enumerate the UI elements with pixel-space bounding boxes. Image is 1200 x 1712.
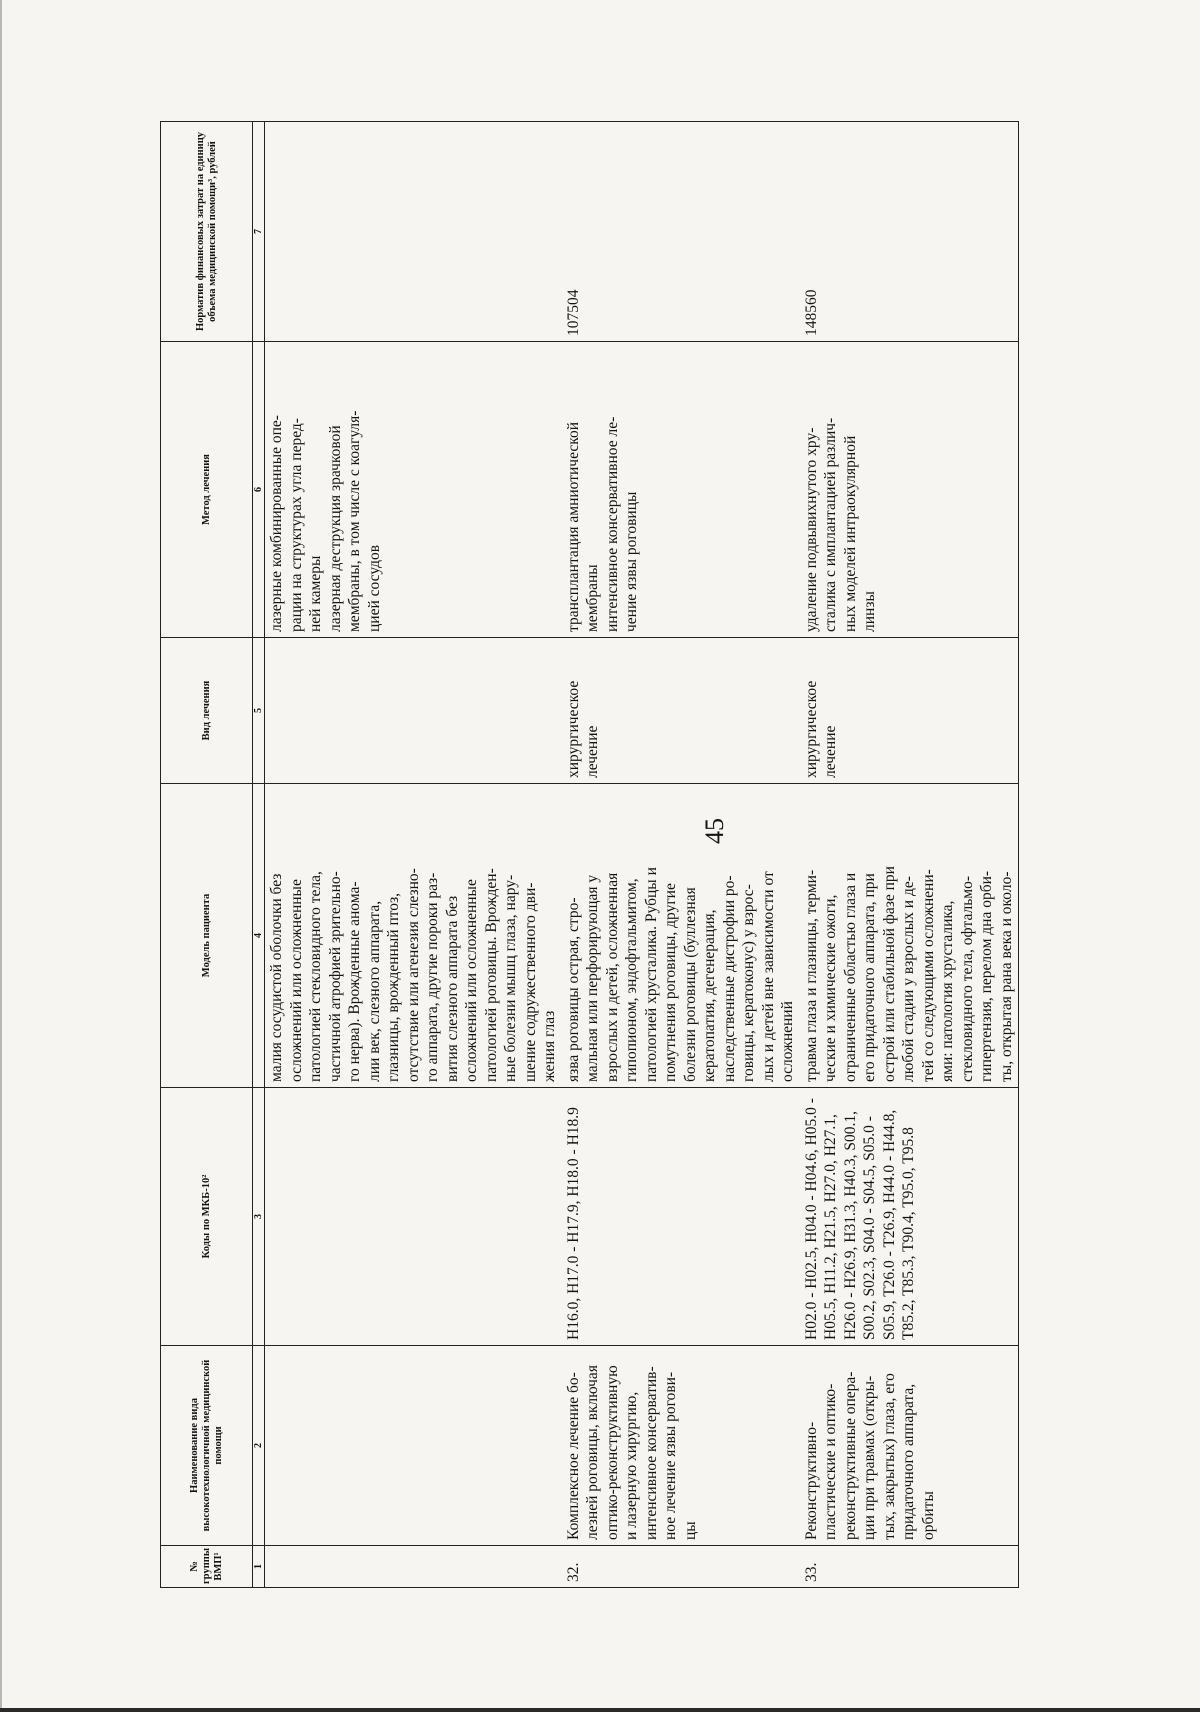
cost-norm-cell: 148560 [800,122,1019,342]
patient-model-line: язва роговицы острая, стро- [564,897,582,1082]
table-row [800,122,1019,1588]
patient-model-line: го аппарата, другие пороки раз- [424,872,441,1082]
vmp-name-line: ции при травмах (откры- [861,1375,878,1540]
patient-model-line: ограниченные областью глаза и [841,872,859,1082]
group-number-cell [265,1546,562,1588]
treatment-method-line: ней камеры [307,555,324,632]
patient-model-line: осложнений [779,1001,796,1082]
icd-codes-cell [265,1088,562,1346]
patient-model-cell [265,784,562,1088]
treatment-method-line: трансплантация амниотической [564,421,582,632]
patient-model-line: ные болезни мышц глаза, нару- [502,874,519,1082]
patient-model-line: го нерва). Врожденные анома- [346,881,363,1082]
treatment-type-cell [265,638,562,784]
treatment-type-cell [562,638,800,784]
patient-model-line: лии век, слезного аппарата, [365,900,383,1082]
patient-model-line: лых и детей вне зависимости от [759,871,777,1082]
patient-model-line: наследственные дистрофии ро- [720,875,738,1082]
icd-codes-line: H02.0 - H02.5, H04.0 - H04.6, H05.0 - [802,1098,820,1340]
treatment-method-line: сталика с имплантацией различ- [822,417,839,632]
group-number-cell: 32. [562,1546,800,1588]
scan-bottom-edge [0,1708,1200,1712]
patient-model-line: осложнений или осложненные [463,879,480,1082]
patient-model-line: острой или стабильной фазе при [880,866,898,1082]
column-number: 7 [253,122,265,342]
patient-model-line: шение содружественного дви- [521,882,539,1082]
patient-model-line: гипертензия, перелом дна орби- [978,870,995,1082]
vmp-name-line: оптико-реконструктивную [603,1365,621,1540]
patient-model-line: патологией роговицы. Врожден- [482,868,500,1082]
header-treatment-method: Метод лечения [161,342,253,638]
patient-model-line: жения глаз [541,1010,558,1082]
icd-codes-line: H16.0, H17.0 - H17.9, H18.0 - H18.9 [564,1107,582,1340]
icd-codes-line: S05.9, T26.0 - T26.9, H44.0 - H44.8, [880,1109,898,1340]
header-treatment-type: Вид лечения [161,638,253,784]
vmp-name-cell [265,1346,562,1546]
patient-model-line: болезни роговицы (буллезная [681,887,699,1082]
patient-model-line: ями: патология хрусталика, [939,900,956,1082]
icd-codes-line: T85.2, T85.3, T90.4, T95.0, T95.8 [900,1127,917,1340]
patient-model-line: малия сосудистой оболочки без [268,873,285,1082]
patient-model-line: стекловидного тела, офтальмо- [958,875,976,1082]
patient-model-line: гипопионом, эндофтальмитом, [623,878,640,1082]
treatment-method-cell [265,342,562,638]
column-number: 5 [253,638,265,784]
patient-model-line: отсутствие или агенезия слезно- [404,868,422,1082]
vmp-name-cell [800,1346,1019,1546]
icd-codes-line: H05.5, H11.2, H21.5, H27.0, H27.1, [822,1114,839,1340]
treatment-method-cell [562,342,800,638]
vmp-name-line: тых, закрытых) глаза, его [880,1373,898,1540]
patient-model-line: частичной атрофией зрительно- [326,871,344,1082]
treatment-method-line: интенсивное консервативное ле- [603,416,621,632]
vmp-name-line: орбиты [919,1491,937,1540]
rotated-table-wrapper [160,122,1200,1588]
patient-model-line: травма глаза и глазницы, терми- [802,869,820,1082]
treatment-method-line: линзы [861,591,878,632]
patient-model-line: его придаточного аппарата, при [861,873,878,1082]
header-patient-model: Модель пациента [161,784,253,1088]
vmp-name-line: цы [681,1521,699,1540]
treatment-type-line: хирургическое [802,680,820,778]
patient-model-line: тей со следующими осложнени- [919,869,937,1082]
treatment-method-line: удаление подвывихнутого хру- [802,427,820,632]
treatment-method-line: мембраны [584,564,601,632]
treatment-method-line: лазерные комбинированные опе- [268,415,285,632]
table-row [265,122,562,1588]
treatment-type-line: лечение [584,725,601,778]
column-number: 4 [253,784,265,1088]
patient-model-line: ты, открытая рана века и около- [997,871,1015,1082]
table-row [562,122,800,1588]
header-vmp-name: Наименование вида высокотехнологичной медицинской помощи [161,1346,253,1546]
vmp-name-line: лезней роговицы, включая [584,1365,601,1540]
cost-norm-cell: 107504 [562,122,800,342]
patient-model-line: патологией стекловидного тела, [307,871,324,1082]
vmp-name-cell [562,1346,800,1546]
patient-model-line: ческие и химические ожоги, [822,894,839,1082]
treatment-method-line: чение язвы роговицы [623,491,640,632]
patient-model-line: мальная или перфорирующая у [584,874,601,1082]
patient-model-line: кератопатия, дегенерация, [701,909,718,1082]
treatment-type-line: лечение [822,725,839,778]
vmp-name-line: реконструктивные опера- [841,1371,859,1540]
header-icd-codes: Коды по МКБ-10² [161,1088,253,1346]
patient-model-line: осложнений или осложненные [287,879,305,1082]
vmp-name-line: и лазерную хирургию, [623,1391,640,1540]
column-number-row [253,122,265,1588]
patient-model-line: помутнения роговицы, другие [662,883,679,1082]
patient-model-line: вития слезного аппарата без [443,895,461,1082]
treatment-method-line: лазерная деструкция зрачковой [326,425,344,632]
patient-model-line: любой стадии у взрослых и де- [900,876,917,1082]
column-number: 3 [253,1088,265,1346]
patient-model-line: патологией хрусталика. Рубцы и [642,867,660,1082]
patient-model-cell [800,784,1019,1088]
vmp-name-line: ное лечение язвы рогови- [662,1371,679,1540]
icd-codes-line: S00.2, S02.3, S04.0 - S04.5, S05.0 - [861,1116,878,1340]
vmp-name-line: Реконструктивно- [802,1421,820,1540]
vmp-name-line: пластические и оптико- [822,1383,839,1540]
icd-codes-line: H26.0 - H26.9, H31.3, H40.3, S00.1, [841,1110,859,1340]
column-number: 6 [253,342,265,638]
icd-codes-cell [562,1088,800,1346]
header-group-number: № группы ВМП¹ [161,1546,253,1588]
page-number: 45 [700,818,729,844]
treatment-type-line: хирургическое [564,680,582,778]
treatment-method-line: мембраны, в том числе с коагуля- [346,410,363,632]
treatment-method-line: цией сосудов [365,544,383,632]
patient-model-cell [562,784,800,1088]
vmp-table [160,121,1019,1588]
patient-model-line: глазницы, врожденный птоз, [385,892,402,1082]
treatment-type-cell [800,638,1019,784]
patient-model-line: говицы, кератоконус) у взрос- [740,884,757,1082]
header-cost-norm: Норматив финансовых затрат на единицу объема медицинской помощи³, рублей [161,122,253,342]
treatment-method-line: рации на структурах угла перед- [287,418,305,632]
patient-model-line: взрослых и детей, осложненная [603,872,621,1082]
scan-left-edge [0,0,2,1712]
vmp-name-line: придаточного аппарата, [900,1383,917,1540]
treatment-method-cell [800,342,1019,638]
vmp-name-line: интенсивное консерватив- [642,1366,660,1540]
column-number: 1 [253,1546,265,1588]
column-number: 2 [253,1346,265,1546]
header-row [161,122,253,1588]
treatment-method-line: ных моделей интраокулярной [841,435,859,632]
icd-codes-cell [800,1088,1019,1346]
table-body [265,122,1019,1588]
group-number-cell: 33. [800,1546,1019,1588]
vmp-name-line: Комплексное лечение бо- [564,1372,582,1540]
cost-norm-cell [265,122,562,342]
